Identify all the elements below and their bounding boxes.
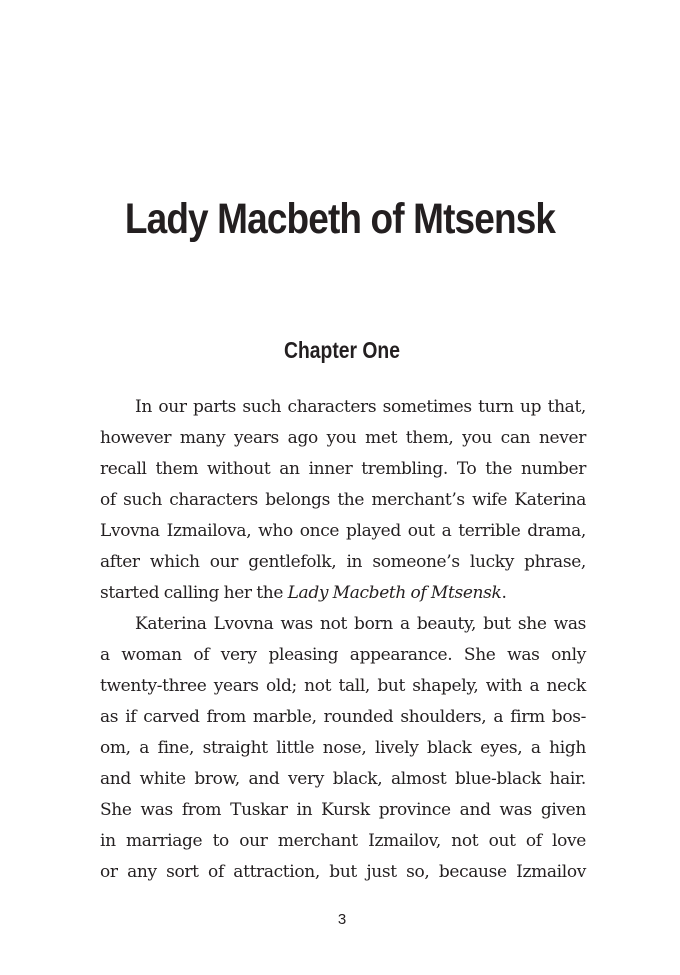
page-number: 3 bbox=[337, 911, 347, 928]
text-line bbox=[100, 578, 586, 609]
body-text bbox=[100, 392, 586, 888]
line-text: started calling her the bbox=[100, 583, 288, 603]
text-line: in marriage to our merchant Izmailov, not out of love bbox=[100, 831, 586, 851]
text-line: as if carved from marble, rounded shoulders, a firm bos- bbox=[100, 707, 586, 727]
text-line: Katerina Lvovna was not born a beauty, but she was bbox=[135, 614, 586, 634]
text-line: of such characters belongs the merchant’s wife Katerina bbox=[100, 490, 586, 510]
paragraph bbox=[100, 392, 586, 609]
text-line: Lvovna Izmailova, who once played out a terrible drama, bbox=[100, 521, 586, 541]
text-line: recall them without an inner trembling. To the number bbox=[100, 459, 586, 479]
text-line: om, a fine, straight little nose, lively black eyes, a high bbox=[100, 738, 586, 758]
text-line: or any sort of attraction, but just so, because Izmailov bbox=[100, 862, 586, 882]
text-line: and white brow, and very black, almost blue-black hair. bbox=[100, 769, 586, 789]
line-punctuation: . bbox=[501, 583, 507, 603]
book-title: Lady Macbeth of Mtsensk bbox=[124, 195, 556, 243]
chapter-heading: Chapter One bbox=[284, 337, 400, 363]
paragraph bbox=[100, 609, 586, 888]
italic-book-title: Lady Macbeth of Mtsensk bbox=[287, 583, 502, 603]
text-line: twenty-three years old; not tall, but shapely, with a neck bbox=[100, 676, 586, 696]
text-line: a woman of very pleasing appearance. She was only bbox=[100, 645, 586, 665]
text-line: She was from Tuskar in Kursk province and was given bbox=[100, 800, 586, 820]
text-line: however many years ago you met them, you can never bbox=[100, 428, 586, 448]
text-line: after which our gentlefolk, in someone’s lucky phrase, bbox=[100, 552, 586, 572]
text-line: In our parts such characters sometimes turn up that, bbox=[135, 397, 586, 417]
